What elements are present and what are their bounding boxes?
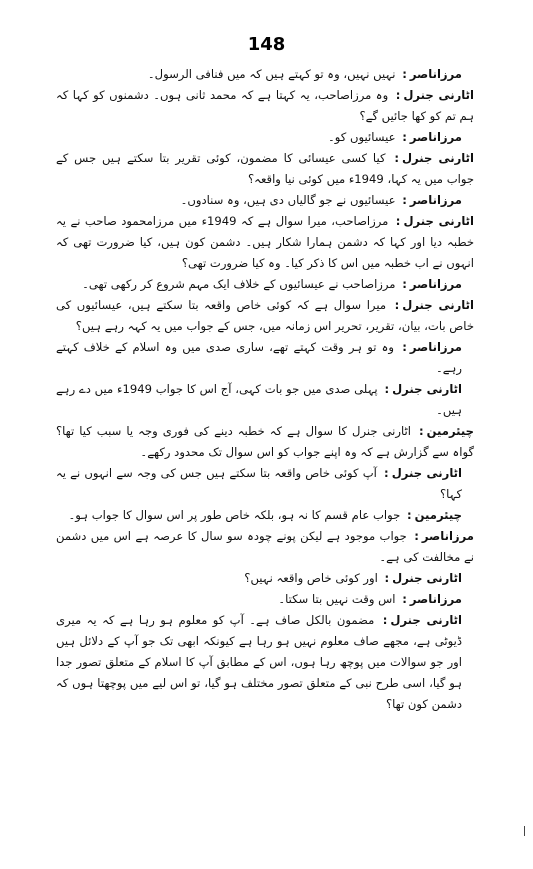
paragraph-text: عیسائیوں کو۔ [327,130,396,144]
paragraph-text: نہیں نہیں، وہ تو کہتے ہیں کہ میں فنافی الرسول۔ [147,67,396,81]
speaker-label: مرزاناصر [409,67,462,81]
paragraph-text: مضمون بالکل صاف ہے۔ آپ کو معلوم ہو رہا ہے کہ یہ میری ڈیوٹی ہے، مجھے صاف معلوم نہیں ہو رہا ہے کیونکہ ابھی تک جو آپ کے دلائل ہیں اور جو سوالات میں پوچھ رہا ہوں، اس کے مطابق آپ کا اسلام کے متعلق تصور جدا ہو گیا، اسی طرح نبی کے متعلق تصور مختلف ہو گیا، تو اس لیے میں پوچھتا ہوں کہ دشمن کون تھا؟ [56,613,462,711]
speaker-label: مرزاناصر [409,277,462,291]
transcript-paragraph: چیئرمین: اٹارنی جنرل کا سوال ہے کہ خطبہ دینے کی فوری وجہ یا سبب کیا تھا؟ گواہ سے گزارش ہے کہ وہ اپنے جواب کو اس سوال تک محدود رکھے۔ [56,424,475,459]
speaker-label: مرزاناصر [409,193,462,207]
transcript-paragraph: اٹارنی جنرل: آپ کوئی خاص واقعہ بتا سکتے ہیں جس کی وجہ سے انہوں نے یہ کہا؟ [56,466,462,501]
transcript-paragraph: اٹارنی جنرل: اور کوئی خاص واقعہ نہیں؟ [244,571,462,585]
paragraph-text: اس وقت نہیں بتا سکتا۔ [278,592,396,606]
paragraph-text: مرزاصاحب نے عیسائیوں کے خلاف ایک مہم شروع کر رکھی تھی۔ [82,277,396,291]
paragraph-text: کیا کسی عیسائی کا مضمون، کوئی تقریر بتا سکتے ہیں جس کے جواب میں یہ کہا، 1949ء میں کوئی نیا واقعہ؟ [56,151,474,186]
transcript-paragraph: اٹارنی جنرل: مرزاصاحب، میرا سوال ہے کہ 1949ء میں مرزامحمود صاحب نے یہ خطبہ دیا اور کہا کہ دشمن ہمارا شکار ہیں۔ دشمن کون ہیں، کیا ضرورت تھی کہ انہوں نے اب خطبہ میں اس کا ذکر کیا۔ وہ کیا ضرورت تھی؟ [56,214,475,270]
paragraph-text: جواب عام قسم کا نہ ہو، بلکہ خاص طور پر اس سوال کا جواب ہو۔ [68,508,401,522]
speaker-label: چیئرمین [426,424,475,438]
page-number: 148 [247,34,286,55]
transcript-paragraph: مرزاناصر: وہ تو ہر وقت کہتے تھے، ساری صدی میں وہ اسلام کے خلاف کہتے رہے۔ [56,340,462,375]
speaker-label: اٹارنی جنرل [391,466,462,480]
transcript-paragraph: اٹارنی جنرل: پہلی صدی میں جو بات کہی، آج اس کا جواب 1949ء میں دے رہے ہیں۔ [56,382,463,417]
transcript-paragraph: مرزاناصر: نہیں نہیں، وہ تو کہتے ہیں کہ میں فنافی الرسول۔ [147,67,462,81]
paragraph-text: وہ تو ہر وقت کہتے تھے، ساری صدی میں وہ اسلام کے خلاف کہتے رہے۔ [56,340,462,375]
speaker-label: اٹارنی جنرل [401,151,474,165]
transcript-paragraph: اٹارنی جنرل: وہ مرزاصاحب، یہ کہتا ہے کہ محمد ثانی ہوں۔ دشمنوں کو کہا کہ ہم تم کو کھا جائیں گے؟ [56,88,474,123]
transcript-paragraph: مرزاناصر: عیسائیوں کو۔ [327,130,462,144]
transcript-paragraph: مرزاناصر: اس وقت نہیں بتا سکتا۔ [278,592,462,606]
paragraph-text: پہلی صدی میں جو بات کہی، آج اس کا جواب 1949ء میں دے رہے ہیں۔ [56,382,462,417]
transcript-paragraph: اٹارنی جنرل: مضمون بالکل صاف ہے۔ آپ کو معلوم ہو رہا ہے کہ یہ میری ڈیوٹی ہے، مجھے صاف معلوم نہیں ہو رہا ہے کیونکہ ابھی تک جو آپ کے دلائل ہیں اور جو سوالات میں پوچھ رہا ہوں، اس کے مطابق آپ کا اسلام کے متعلق تصور جدا ہو گیا، اسی طرح نبی کے متعلق تصور مختلف ہو گیا، تو اس لیے میں پوچھتا ہوں کہ دشمن کون تھا؟ [56,613,462,711]
speaker-label: مرزاناصر [421,529,474,543]
transcript-paragraph: مرزاناصر: جواب موجود ہے لیکن پونے چودہ سو سال کا عرصہ ہے اس میں دشمن نے مخالفت کی ہے۔ [56,529,474,564]
speaker-label: اٹارنی جنرل [402,298,474,312]
speaker-label: اٹارنی جنرل [392,382,463,396]
transcript-paragraph: چیئرمین: جواب عام قسم کا نہ ہو، بلکہ خاص طور پر اس سوال کا جواب ہو۔ [68,508,462,522]
transcript-body [56,64,474,715]
paragraph-text: اٹارنی جنرل کا سوال ہے کہ خطبہ دینے کی فوری وجہ یا سبب کیا تھا؟ گواہ سے گزارش ہے کہ وہ اپنے جواب کو اس سوال تک محدود رکھے۔ [56,424,474,459]
paragraph-text: آپ کوئی خاص واقعہ بتا سکتے ہیں جس کی وجہ سے انہوں نے یہ کہا؟ [56,466,462,501]
paragraph-text: جواب موجود ہے لیکن پونے چودہ سو سال کا عرصہ ہے اس میں دشمن نے مخالفت کی ہے۔ [56,529,474,564]
transcript-paragraph: مرزاناصر: عیسائیوں نے جو گالیاں دی ہیں، وہ سنادوں۔ [180,193,462,207]
paragraph-text: وہ مرزاصاحب، یہ کہتا ہے کہ محمد ثانی ہوں۔ دشمنوں کو کہا کہ ہم تم کو کھا جائیں گے؟ [56,88,474,123]
paragraph-text: مرزاصاحب، میرا سوال ہے کہ 1949ء میں مرزامحمود صاحب نے یہ خطبہ دیا اور کہا کہ دشمن ہمارا شکار ہیں۔ دشمن کون ہیں، کیا ضرورت تھی کہ انہوں نے اب خطبہ میں اس کا ذکر کیا۔ وہ کیا ضرورت تھی؟ [56,214,474,270]
paragraph-text: میرا سوال ہے کہ کوئی خاص واقعہ بتا سکتے ہیں، عیسائیوں کی خاص بات، بیان، تقریر، تحریر اس زمانہ میں، جس کے جواب میں یہ کہہ رہے ہیں؟ [56,298,474,333]
transcript-paragraph: اٹارنی جنرل: کیا کسی عیسائی کا مضمون، کوئی تقریر بتا سکتے ہیں جس کے جواب میں یہ کہا، 1949ء میں کوئی نیا واقعہ؟ [56,151,474,186]
paragraph-text: اور کوئی خاص واقعہ نہیں؟ [244,571,378,585]
paragraph-text: عیسائیوں نے جو گالیاں دی ہیں، وہ سنادوں۔ [180,193,396,207]
speaker-label: اٹارنی جنرل [403,88,474,102]
speaker-label: مرزاناصر [409,340,462,354]
transcript-paragraph: اٹارنی جنرل: میرا سوال ہے کہ کوئی خاص واقعہ بتا سکتے ہیں، عیسائیوں کی خاص بات، بیان، تقریر، تحریر اس زمانہ میں، جس کے جواب میں یہ کہہ رہے ہیں؟ [56,298,474,333]
speaker-label: مرزاناصر [409,592,462,606]
speaker-label: اٹارنی جنرل [403,214,475,228]
speaker-label: اٹارنی جنرل [392,571,462,585]
speaker-label: اٹارنی جنرل [390,613,462,627]
speaker-label: چیئرمین [414,508,462,522]
margin-mark [524,826,525,836]
transcript-paragraph: مرزاناصر: مرزاصاحب نے عیسائیوں کے خلاف ایک مہم شروع کر رکھی تھی۔ [82,277,462,291]
speaker-label: مرزاناصر [409,130,462,144]
